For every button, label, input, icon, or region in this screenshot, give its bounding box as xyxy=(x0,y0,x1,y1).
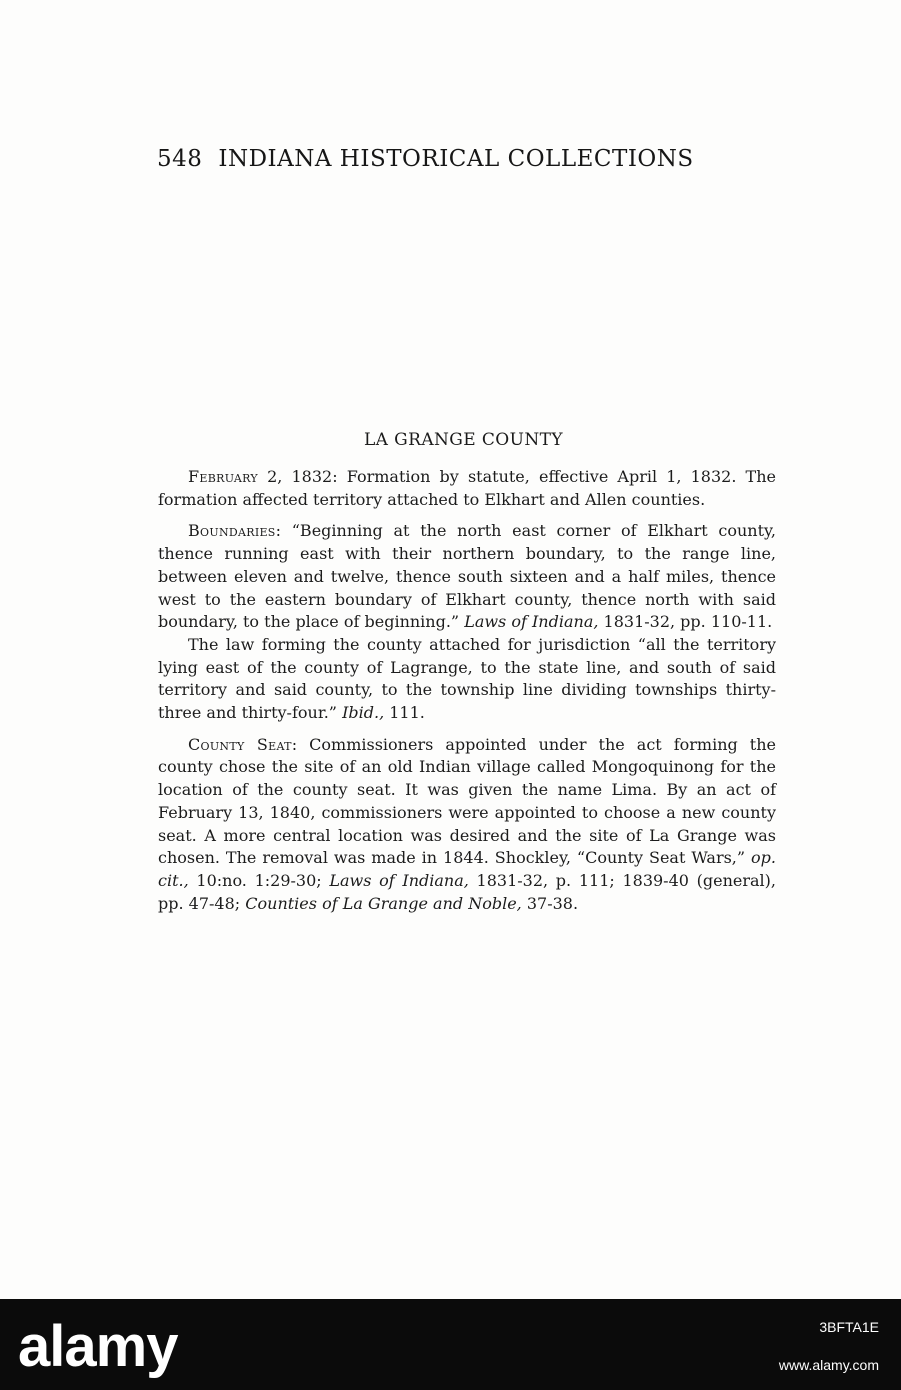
paragraph-text: 111. xyxy=(384,703,425,723)
citation: Counties of La Grange and Noble, xyxy=(245,893,522,913)
paragraph-text: 1831-32, pp. 110-11. xyxy=(598,612,773,632)
paragraph-text: : “Beginning at the north east corner of Elkhart county, thence running east with their northern boundary, to the range line, between eleven and twelve, thence south sixteen and a half miles, thence west to the eastern boundary of Elkhart county, thence north with said boundary, to the place of beginning.” xyxy=(158,521,776,632)
page-number: 548 xyxy=(157,146,203,172)
watermark-footer xyxy=(0,1299,901,1390)
paragraph-text: 1831-32, p. 111; 1839-40 (general), pp. 47-48; xyxy=(158,870,777,913)
paragraph-formation xyxy=(158,466,776,511)
paragraph-text: The law forming the county attached for jurisdiction “all the territory lying east of the county of Lagrange, to the state line, and south of said territory and said county, to the township line dividing townships thirty-three and thirty-four.” xyxy=(158,634,776,723)
paragraph-boundaries xyxy=(158,520,776,634)
paragraph-text: 10:no. 1:29-30; xyxy=(188,870,330,890)
running-head xyxy=(157,146,694,172)
body-text xyxy=(158,466,776,915)
citation: Laws of Indiana, xyxy=(464,612,599,632)
alamy-logo: alamy xyxy=(18,1314,178,1379)
running-title: INDIANA HISTORICAL COLLECTIONS xyxy=(218,146,694,172)
citation: op. cit., xyxy=(158,848,776,890)
section-title: LA GRANGE COUNTY xyxy=(363,430,563,450)
paragraph-county-seat xyxy=(158,734,776,916)
paragraph-jurisdiction xyxy=(158,634,776,725)
paragraph-text: : Commissioners appointed under the act forming the county chose the site of an old Indian village called Mongoquinong for the location of the county seat. It was given the name Lima. By an act of February 13, 1840, commissioners were appointed to choose a new county seat. A more central location was desired and the site of La Grange was chosen. The removal was made in 1844. Shockley, “County Seat Wars,” xyxy=(158,734,776,868)
paragraph-text: 2, 1832: Formation by statute, effective April 1, 1832. The formation affected territory attached to Elkhart and Allen counties. xyxy=(158,467,776,509)
paragraph-label: County Seat xyxy=(188,734,292,754)
image-id: 3BFTA1E xyxy=(819,1319,879,1335)
citation: Ibid., xyxy=(342,703,385,723)
paragraph-label: February xyxy=(188,467,258,486)
citation: Laws of Indiana, xyxy=(329,870,469,890)
paragraph-text: 37-38. xyxy=(521,893,579,913)
footer-url: www.alamy.com xyxy=(778,1357,879,1373)
paragraph-label: Boundaries xyxy=(188,521,276,541)
